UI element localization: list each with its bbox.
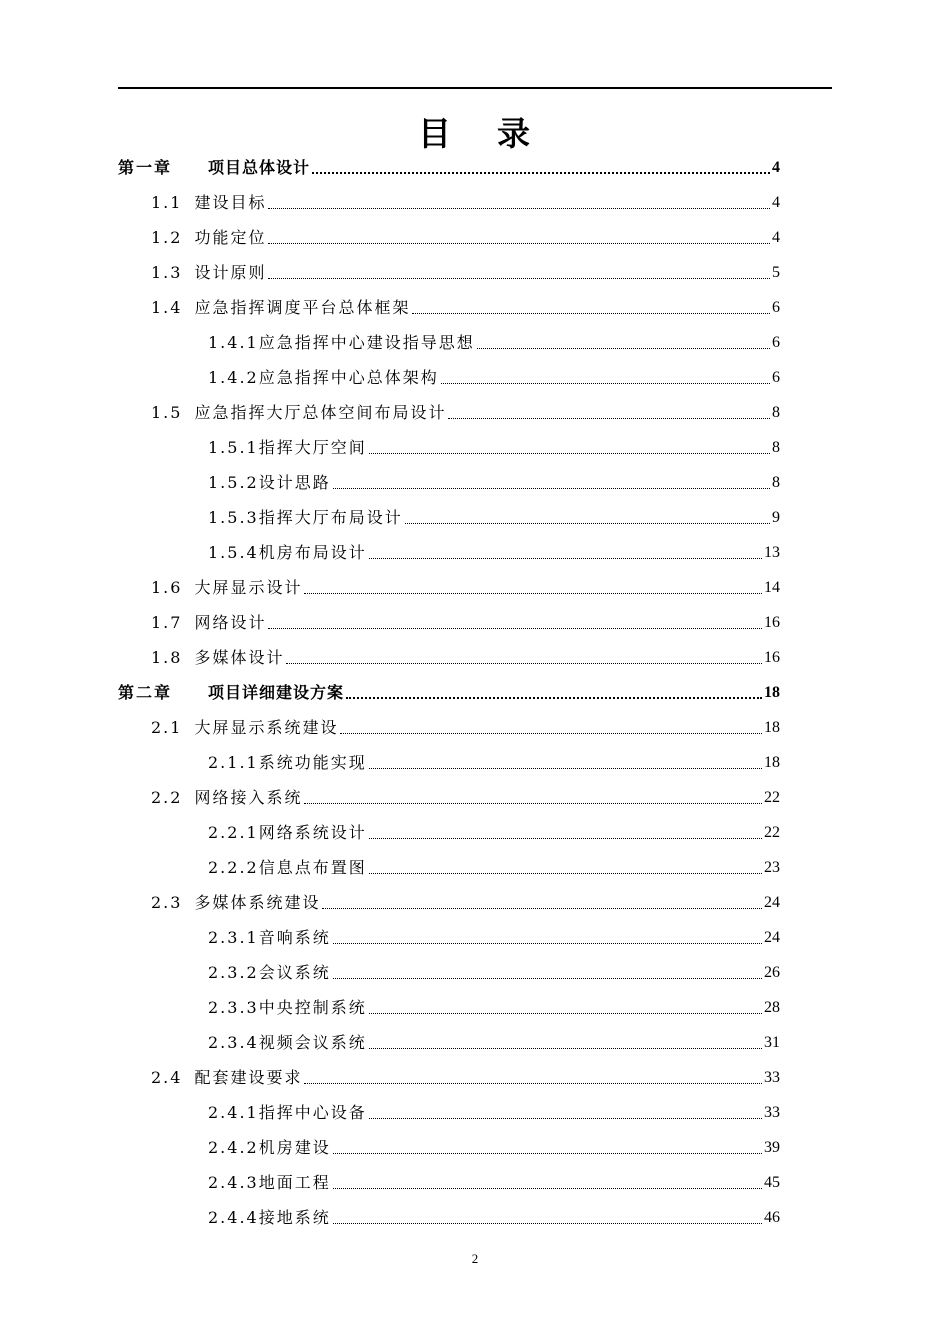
toc-entry[interactable] <box>151 399 780 423</box>
toc-entry-number: 1.4 <box>151 298 183 317</box>
toc-leader-dots <box>369 1118 762 1119</box>
toc-entry-number: 2.3.4 <box>208 1033 259 1052</box>
toc-leader-dots <box>477 348 770 349</box>
toc-entry-page: 14 <box>764 579 780 596</box>
toc-entry-number: 1.5.1 <box>208 438 259 457</box>
toc-entry[interactable] <box>151 259 780 283</box>
toc-entry-page: 6 <box>772 369 780 386</box>
toc-entry-label: 应急指挥中心建设指导思想 <box>258 333 475 352</box>
toc-entry-label: 接地系统 <box>258 1208 331 1227</box>
toc-entry-label: 应急指挥中心总体架构 <box>258 368 439 387</box>
toc-entry[interactable] <box>208 364 780 388</box>
toc-entry-label: 机房建设 <box>258 1138 331 1157</box>
toc-entry-number: 1.5 <box>151 403 183 422</box>
toc-entry-label: 多媒体设计 <box>194 648 285 667</box>
toc-entry-page: 22 <box>764 789 780 806</box>
toc-entry[interactable] <box>151 644 780 668</box>
toc-leader-dots <box>333 943 762 944</box>
toc-chapter-entry[interactable] <box>118 154 780 178</box>
toc-entry[interactable] <box>151 609 780 633</box>
toc-entry-page: 22 <box>764 824 780 841</box>
toc-leader-dots <box>369 558 762 559</box>
toc-entry-page: 26 <box>764 964 780 981</box>
toc-entry-number: 1.5.4 <box>208 543 259 562</box>
toc-entry-number: 1.8 <box>151 648 183 667</box>
toc-leader-dots <box>304 1083 762 1084</box>
toc-leader-dots <box>369 1048 762 1049</box>
toc-entry-number: 2.3.3 <box>208 998 259 1017</box>
toc-entry[interactable] <box>208 924 780 948</box>
toc-leader-dots <box>333 1188 762 1189</box>
toc-entry-label: 指挥大厅空间 <box>258 438 367 457</box>
toc-leader-dots <box>448 418 770 419</box>
toc-entry[interactable] <box>208 854 780 878</box>
toc-entry-page: 23 <box>764 859 780 876</box>
toc-leader-dots <box>441 383 770 384</box>
toc-entry-page: 13 <box>764 544 780 561</box>
toc-entry[interactable] <box>208 434 780 458</box>
toc-entry-label: 应急指挥调度平台总体框架 <box>194 298 411 317</box>
toc-entry-page: 33 <box>764 1069 780 1086</box>
toc-leader-dots <box>286 663 762 664</box>
toc-entry-page: 6 <box>772 334 780 351</box>
toc-entry-page: 16 <box>764 614 780 631</box>
toc-leader-dots <box>405 523 770 524</box>
toc-entry-page: 18 <box>764 684 780 701</box>
toc-entry-label: 大屏显示系统建设 <box>194 718 339 737</box>
toc-entry-page: 8 <box>772 404 780 421</box>
toc-entry-page: 18 <box>764 719 780 736</box>
toc-entry-number: 2.4.2 <box>208 1138 259 1157</box>
toc-entry-label: 建设目标 <box>194 193 267 212</box>
toc-leader-dots <box>322 908 762 909</box>
toc-entry[interactable] <box>208 749 780 773</box>
toc-entry-number: 2.3 <box>151 893 183 912</box>
toc-entry-number: 2.2.2 <box>208 858 259 877</box>
toc-entry-page: 4 <box>772 159 780 176</box>
toc-entry-label: 视频会议系统 <box>258 1033 367 1052</box>
toc-entry-label: 会议系统 <box>258 963 331 982</box>
toc-entry[interactable] <box>208 819 780 843</box>
toc-entry-page: 5 <box>772 264 780 281</box>
toc-entry-page: 24 <box>764 929 780 946</box>
toc-entry-page: 8 <box>772 474 780 491</box>
toc-entry[interactable] <box>208 1204 780 1228</box>
toc-entry-number: 2.4 <box>151 1068 183 1087</box>
toc-leader-dots <box>333 1153 762 1154</box>
toc-entry[interactable] <box>208 539 780 563</box>
toc-entry-label: 指挥大厅布局设计 <box>258 508 403 527</box>
toc-entry-page: 24 <box>764 894 780 911</box>
toc-leader-dots <box>268 243 770 244</box>
toc-leader-dots <box>268 628 762 629</box>
toc-leader-dots <box>333 978 762 979</box>
toc-entry-page: 6 <box>772 299 780 316</box>
toc-entry-label: 信息点布置图 <box>258 858 367 877</box>
toc-entry[interactable] <box>208 1099 780 1123</box>
toc-entry-label: 网络设计 <box>194 613 267 632</box>
toc-leader-dots <box>346 697 762 699</box>
toc-entry[interactable] <box>208 469 780 493</box>
toc-entry[interactable] <box>151 784 780 808</box>
toc-entry-label: 项目总体设计 <box>208 158 311 177</box>
toc-entry-number: 2.1.1 <box>208 753 259 772</box>
toc-title-char-1: 目 <box>418 114 453 153</box>
toc-leader-dots <box>412 313 770 314</box>
toc-leader-dots <box>369 768 762 769</box>
toc-title-char-2: 录 <box>497 114 532 153</box>
toc-entry-number: 1.1 <box>151 193 183 212</box>
toc-entry-page: 9 <box>772 509 780 526</box>
toc-leader-dots <box>312 172 770 174</box>
toc-leader-dots <box>369 838 762 839</box>
toc-entry-label: 音响系统 <box>258 928 331 947</box>
toc-entry[interactable] <box>208 994 780 1018</box>
toc-entry-page: 4 <box>772 194 780 211</box>
toc-entry-label: 设计原则 <box>194 263 267 282</box>
toc-entry[interactable] <box>208 959 780 983</box>
toc-leader-dots <box>333 488 770 489</box>
toc-entry-label: 机房布局设计 <box>258 543 367 562</box>
toc-leader-dots <box>369 873 762 874</box>
toc-entry-number: 1.4.2 <box>208 368 259 387</box>
toc-entry-page: 33 <box>764 1104 780 1121</box>
toc-leader-dots <box>304 593 762 594</box>
toc-entry-page: 45 <box>764 1174 780 1191</box>
toc-entry-label: 网络系统设计 <box>258 823 367 842</box>
toc-entry-label: 多媒体系统建设 <box>194 893 321 912</box>
toc-leader-dots <box>268 208 770 209</box>
toc-entry[interactable] <box>208 504 780 528</box>
toc-entry-label: 项目详细建设方案 <box>208 683 345 702</box>
toc-entry[interactable] <box>208 329 780 353</box>
toc-entry[interactable] <box>151 294 780 318</box>
toc-entry[interactable] <box>151 889 780 913</box>
toc-leader-dots <box>333 1223 762 1224</box>
toc-entry-number: 1.2 <box>151 228 183 247</box>
toc-leader-dots <box>268 278 770 279</box>
toc-entry-number: 1.3 <box>151 263 183 282</box>
toc-entry[interactable] <box>151 714 780 738</box>
toc-entry-label: 配套建设要求 <box>194 1068 303 1087</box>
toc-entry[interactable] <box>151 224 780 248</box>
footer-page-number: 2 <box>471 1251 479 1266</box>
toc-entry-number: 2.2.1 <box>208 823 259 842</box>
toc-entry-number: 1.5.3 <box>208 508 259 527</box>
toc-entry-page: 18 <box>764 754 780 771</box>
toc-entry-label: 设计思路 <box>258 473 331 492</box>
toc-entry-number: 1.5.2 <box>208 473 259 492</box>
toc-entry-number: 1.4.1 <box>208 333 259 352</box>
toc-entry-label: 中央控制系统 <box>258 998 367 1017</box>
toc-entry-number: 2.4.4 <box>208 1208 259 1227</box>
toc-entry[interactable] <box>208 1134 780 1158</box>
toc-entry-page: 16 <box>764 649 780 666</box>
toc-chapter-entry[interactable] <box>118 679 780 703</box>
toc-entry-number: 2.4.3 <box>208 1173 259 1192</box>
toc-entry[interactable] <box>208 1169 780 1193</box>
toc-entry-number: 第一章 <box>118 158 173 177</box>
toc-entry-label: 系统功能实现 <box>258 753 367 772</box>
toc-entry-label: 功能定位 <box>194 228 267 247</box>
toc-entry-page: 31 <box>764 1034 780 1051</box>
toc-entry-number: 1.7 <box>151 613 183 632</box>
toc-entry-page: 39 <box>764 1139 780 1156</box>
toc-entry-number: 2.3.2 <box>208 963 259 982</box>
toc-leader-dots <box>340 733 762 734</box>
toc-entry[interactable] <box>208 1029 780 1053</box>
toc-entry-number: 2.1 <box>151 718 183 737</box>
toc-leader-dots <box>304 803 762 804</box>
toc-leader-dots <box>369 1013 762 1014</box>
toc-entry-number: 2.4.1 <box>208 1103 259 1122</box>
toc-entry-number: 2.3.1 <box>208 928 259 947</box>
toc-entry-page: 28 <box>764 999 780 1016</box>
toc-entry-label: 地面工程 <box>258 1173 331 1192</box>
toc-entry-label: 网络接入系统 <box>194 788 303 807</box>
toc-leader-dots <box>369 453 770 454</box>
toc-entry-label: 大屏显示设计 <box>194 578 303 597</box>
toc-entry-number: 1.6 <box>151 578 183 597</box>
toc-entry-number: 2.2 <box>151 788 183 807</box>
toc-entry[interactable] <box>151 189 780 213</box>
toc-entry-label: 指挥中心设备 <box>258 1103 367 1122</box>
toc-entry-number: 第二章 <box>118 683 173 702</box>
toc-entry-label: 应急指挥大厅总体空间布局设计 <box>194 403 447 422</box>
toc-entry[interactable] <box>151 574 780 598</box>
toc-entry-page: 46 <box>764 1209 780 1226</box>
toc-entry-page: 8 <box>772 439 780 456</box>
toc-entry[interactable] <box>151 1064 780 1088</box>
toc-entry-page: 4 <box>772 229 780 246</box>
